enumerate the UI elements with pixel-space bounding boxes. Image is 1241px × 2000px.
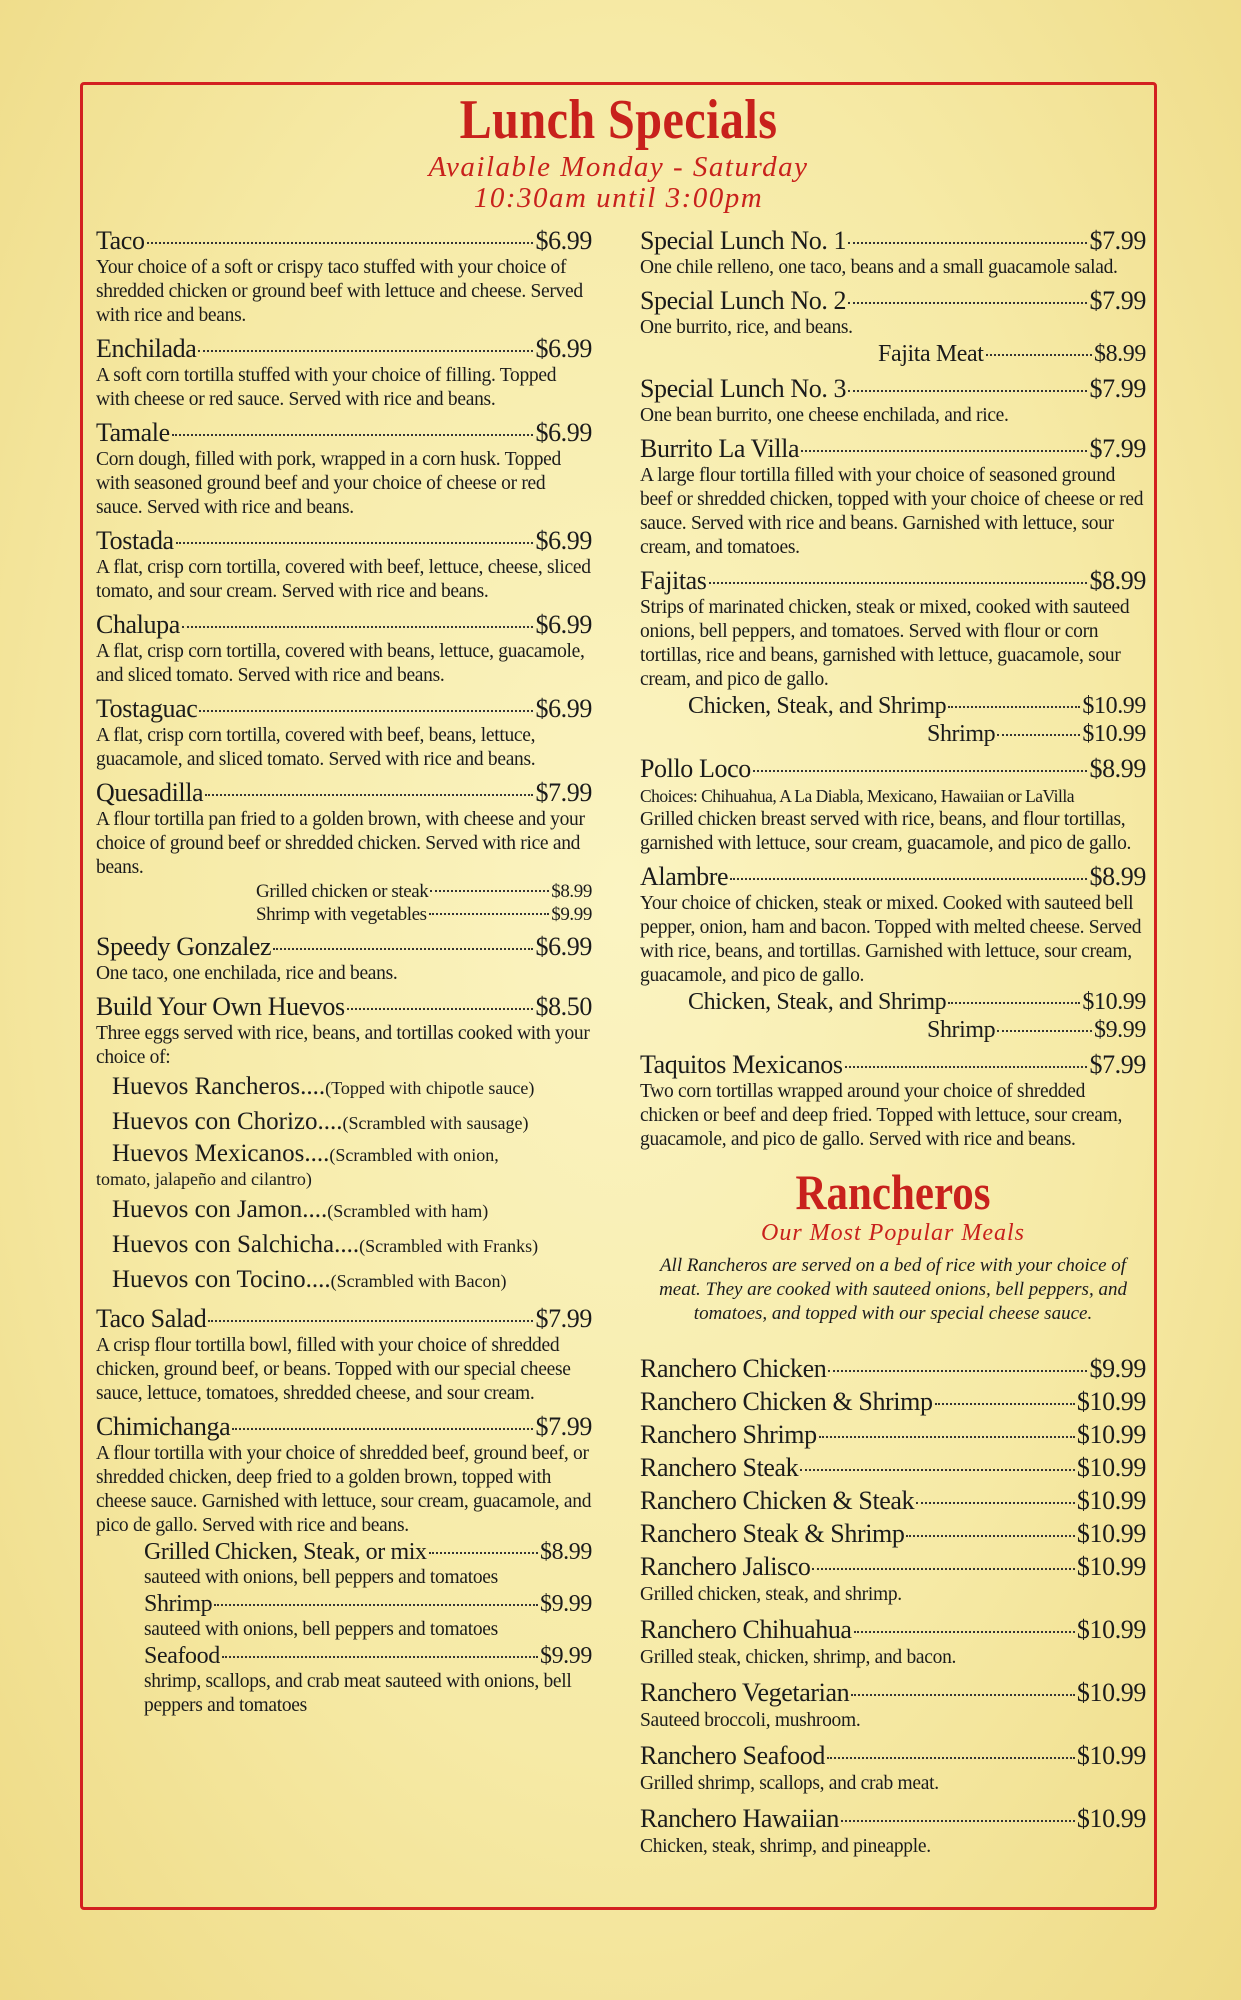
menu-item-taco-salad xyxy=(96,1304,592,1406)
item-description: Corn dough, filled with pork, wrapped in a corn husk. Topped with seasoned ground beef and your choice of cheese or red sauce. Served with rice and beans. xyxy=(96,449,561,518)
ranchero-item: Ranchero Vegetarian $10.99 xyxy=(640,1678,1146,1707)
item-name: Pollo Loco xyxy=(640,754,751,783)
item-name: Special Lunch No. 1 xyxy=(640,226,847,255)
item-price: $7.99 xyxy=(535,1304,592,1333)
item-name: Tamale xyxy=(96,418,170,447)
item-price: $7.99 xyxy=(1089,226,1146,255)
item-description: A flour tortilla with your choice of shredded beef, ground beef, or shredded chicken, deep fried to a golden brown, topped with cheese sauce. Garnished with lettuce, sour cream, guacamole, and pico de gallo. Served with rice and beans. xyxy=(96,1443,592,1536)
item-name: Fajitas xyxy=(640,566,707,595)
item-description: One chile relleno, one taco, beans and a small guacamole salad. xyxy=(640,257,1118,278)
ranchero-item: Ranchero Chihuahua $10.99 xyxy=(640,1615,1146,1644)
menu-item-huevos xyxy=(96,992,592,1298)
item-name: Burrito La Villa xyxy=(640,434,800,463)
item-name: Taco Salad xyxy=(96,1304,207,1333)
huevo-option: Huevos Mexicanos....(Scrambled with onion, tomato, jalapeño and cilantro) xyxy=(96,1140,499,1189)
item-price: $6.99 xyxy=(535,694,592,723)
item-description: A crisp flour tortilla bowl, filled with your choice of shredded chicken, ground beef, or beans. Topped with our special cheese sauce, lettuce, tomatoes, shredded cheese, and sour cream. xyxy=(96,1335,571,1404)
rancheros-list xyxy=(640,1352,1146,1859)
option-description: sauteed with onions, bell peppers and tomatoes xyxy=(144,1567,498,1588)
ranchero-description: Grilled chicken, steak, and shrimp. xyxy=(640,1584,902,1605)
item-name: Tostada xyxy=(96,526,174,555)
item-price: $7.99 xyxy=(1089,434,1146,463)
left-column xyxy=(96,226,592,1724)
item-price: $7.99 xyxy=(535,1412,592,1441)
ranchero-item: Ranchero Chicken $9.99 xyxy=(640,1354,1146,1383)
huevo-option: Huevos con Chorizo....(Scrambled with sausage) xyxy=(112,1108,529,1135)
option-description: sauteed with onions, bell peppers and tomatoes xyxy=(144,1619,498,1640)
item-option: Shrimp with vegetables $9.99 xyxy=(256,904,592,925)
item-price: $6.99 xyxy=(535,932,592,961)
item-price: $6.99 xyxy=(535,610,592,639)
ranchero-item: Ranchero Hawaiian $10.99 xyxy=(640,1804,1146,1833)
item-description: A flat, crisp corn tortilla, covered with beef, beans, lettuce, guacamole, and sliced tomato. Served with rice and beans. xyxy=(96,725,536,770)
menu-item-tostada xyxy=(96,526,592,604)
item-option: Seafood $9.99 xyxy=(144,1643,592,1669)
menu-item-chalupa xyxy=(96,610,592,688)
huevo-option: Huevos con Salchicha....(Scrambled with Franks) xyxy=(112,1231,539,1258)
menu-item-special-1 xyxy=(640,226,1146,280)
menu-item-speedy-gonzalez xyxy=(96,932,592,986)
item-option: Grilled chicken or steak $8.99 xyxy=(256,881,592,902)
rancheros-intro: All Rancheros are served on a bed of rice with your choice of meat. They are cooked with sauteed onions, bell peppers, and tomatoes, and topped with our special cheese sauce. xyxy=(659,1255,1127,1324)
menu-item-tostaguac xyxy=(96,694,592,772)
ranchero-item: Ranchero Steak & Shrimp $10.99 xyxy=(640,1519,1146,1548)
item-description: One burrito, rice, and beans. xyxy=(640,317,853,338)
huevo-option: Huevos con Tocino....(Scrambled with Bacon) xyxy=(112,1266,507,1293)
menu-item-taquitos xyxy=(640,1050,1146,1152)
item-description: A flat, crisp corn tortilla, covered with beans, lettuce, guacamole, and sliced tomato. Served with rice and beans. xyxy=(96,641,585,686)
ranchero-item: Ranchero Seafood $10.99 xyxy=(640,1741,1146,1770)
huevo-option: Huevos con Jamon....(Scrambled with ham) xyxy=(112,1196,489,1223)
right-column xyxy=(640,226,1146,1859)
ranchero-description: Grilled steak, chicken, shrimp, and bacon. xyxy=(640,1647,957,1668)
item-name: Chimichanga xyxy=(96,1412,231,1441)
item-option: Fajita Meat $8.99 xyxy=(878,341,1146,367)
item-option: Shrimp $9.99 xyxy=(927,1017,1146,1043)
item-option: Grilled Chicken, Steak, or mix $8.99 xyxy=(144,1539,592,1565)
item-description: Strips of marinated chicken, steak or mixed, cooked with sauteed onions, bell peppers, and tomatoes. Served with flour or corn tortillas, rice and beans, garnished with lettuce, guacamole, sour cream, and pico de gallo. xyxy=(640,597,1130,690)
item-price: $8.99 xyxy=(1089,862,1146,891)
item-option: Shrimp $10.99 xyxy=(927,721,1146,747)
item-price: $7.99 xyxy=(1089,286,1146,315)
menu-item-special-2 xyxy=(640,286,1146,368)
item-price: $6.99 xyxy=(535,226,592,255)
item-price: $8.99 xyxy=(1089,754,1146,783)
item-option: Chicken, Steak, and Shrimp $10.99 xyxy=(688,989,1146,1015)
item-option: Shrimp $9.99 xyxy=(144,1591,592,1617)
menu-item-quesadilla xyxy=(96,778,592,926)
menu-item-tamale xyxy=(96,418,592,520)
item-price: $7.99 xyxy=(1089,1050,1146,1079)
menu-item-fajitas xyxy=(640,566,1146,748)
item-name: Chalupa xyxy=(96,610,180,639)
menu-item-alambre xyxy=(640,862,1146,1044)
item-price: $8.99 xyxy=(1089,566,1146,595)
item-price: $7.99 xyxy=(1089,374,1146,403)
item-name: Build Your Own Huevos xyxy=(96,992,345,1021)
item-choices: Choices: Chihuahua, A La Diabla, Mexicano, Hawaiian or LaVilla xyxy=(640,786,1074,806)
item-name: Quesadilla xyxy=(96,778,204,807)
item-description: Your choice of a soft or crispy taco stuffed with your choice of shredded chicken or ground beef with lettuce and cheese. Served with rice and beans. xyxy=(96,257,583,326)
availability-days: Available Monday - Saturday xyxy=(428,151,809,183)
menu-item-chimichanga xyxy=(96,1412,592,1718)
item-name: Taquitos Mexicanos xyxy=(640,1050,843,1079)
ranchero-description: Sauteed broccoli, mushroom. xyxy=(640,1710,861,1731)
availability-hours: 10:30am until 3:00pm xyxy=(473,182,764,214)
item-description: Grilled chicken breast served with rice, beans, and flour tortillas, garnished with lettuce, sour cream, guacamole, and pico de gallo. xyxy=(640,809,1132,854)
menu-item-pollo-loco xyxy=(640,754,1146,856)
huevo-option: Huevos Rancheros....(Topped with chipotle sauce) xyxy=(112,1073,535,1100)
item-name: Special Lunch No. 3 xyxy=(640,374,847,403)
menu-item-taco xyxy=(96,226,592,328)
item-price: $6.99 xyxy=(535,334,592,363)
ranchero-description: Chicken, steak, shrimp, and pineapple. xyxy=(640,1836,931,1857)
menu-header xyxy=(80,82,1157,214)
item-price: $8.50 xyxy=(535,992,592,1021)
item-description: Your choice of chicken, steak or mixed. Cooked with sauteed bell pepper, onion, ham and bacon. Topped with melted cheese. Served with rice, beans, and tortillas. Garnished with lettuce, sour cream, guacamole, and pico de gallo. xyxy=(640,893,1142,986)
ranchero-item: Ranchero Chicken & Shrimp $10.99 xyxy=(640,1387,1146,1416)
rancheros-subtitle: Our Most Popular Meals xyxy=(761,1220,1025,1246)
option-description: shrimp, scallops, and crab meat sauteed with onions, bell peppers and tomatoes xyxy=(144,1671,572,1716)
item-name: Speedy Gonzalez xyxy=(96,932,272,961)
item-option: Chicken, Steak, and Shrimp $10.99 xyxy=(688,693,1146,719)
rancheros-title: Rancheros xyxy=(795,1164,991,1220)
item-description: Three eggs served with rice, beans, and tortillas cooked with your choice of: xyxy=(96,1023,590,1068)
item-name: Alambre xyxy=(640,862,729,891)
item-price: $7.99 xyxy=(535,778,592,807)
item-description: A flat, crisp corn tortilla, covered with beef, lettuce, cheese, sliced tomato, and sour cream. Served with rice and beans. xyxy=(96,557,591,602)
menu-item-burrito-la-villa xyxy=(640,434,1146,560)
item-name: Taco xyxy=(96,226,145,255)
ranchero-item: Ranchero Steak $10.99 xyxy=(640,1453,1146,1482)
item-name: Enchilada xyxy=(96,334,197,363)
menu-item-special-3 xyxy=(640,374,1146,428)
item-description: A soft corn tortilla stuffed with your choice of filling. Topped with cheese or red sauce. Served with rice and beans. xyxy=(96,365,557,410)
item-description: A large flour tortilla filled with your choice of seasoned ground beef or shredded chicken, topped with your choice of cheese or red sauce. Served with rice and beans. Garnished with lettuce, sour cream, and tomatoes. xyxy=(640,465,1144,558)
item-description: A flour tortilla pan fried to a golden brown, with cheese and your choice of ground beef or shredded chicken. Served with rice and beans. xyxy=(96,809,585,878)
ranchero-item: Ranchero Shrimp $10.99 xyxy=(640,1420,1146,1449)
item-description: Two corn tortillas wrapped around your choice of shredded chicken or beef and deep fried. Topped with lettuce, sour cream, guacamole, and pico de gallo. Served with rice and beans. xyxy=(640,1081,1123,1150)
page-title: Lunch Specials xyxy=(459,89,778,151)
item-price: $6.99 xyxy=(535,526,592,555)
ranchero-item: Ranchero Chicken & Steak $10.99 xyxy=(640,1486,1146,1515)
ranchero-description: Grilled shrimp, scallops, and crab meat. xyxy=(640,1773,939,1794)
item-description: One bean burrito, one cheese enchilada, and rice. xyxy=(640,405,1009,426)
item-description: One taco, one enchilada, rice and beans. xyxy=(96,963,398,984)
menu-item-enchilada xyxy=(96,334,592,412)
item-name: Special Lunch No. 2 xyxy=(640,286,847,315)
item-name: Tostaguac xyxy=(96,694,198,723)
item-price: $6.99 xyxy=(535,418,592,447)
ranchero-item: Ranchero Jalisco $10.99 xyxy=(640,1552,1146,1581)
